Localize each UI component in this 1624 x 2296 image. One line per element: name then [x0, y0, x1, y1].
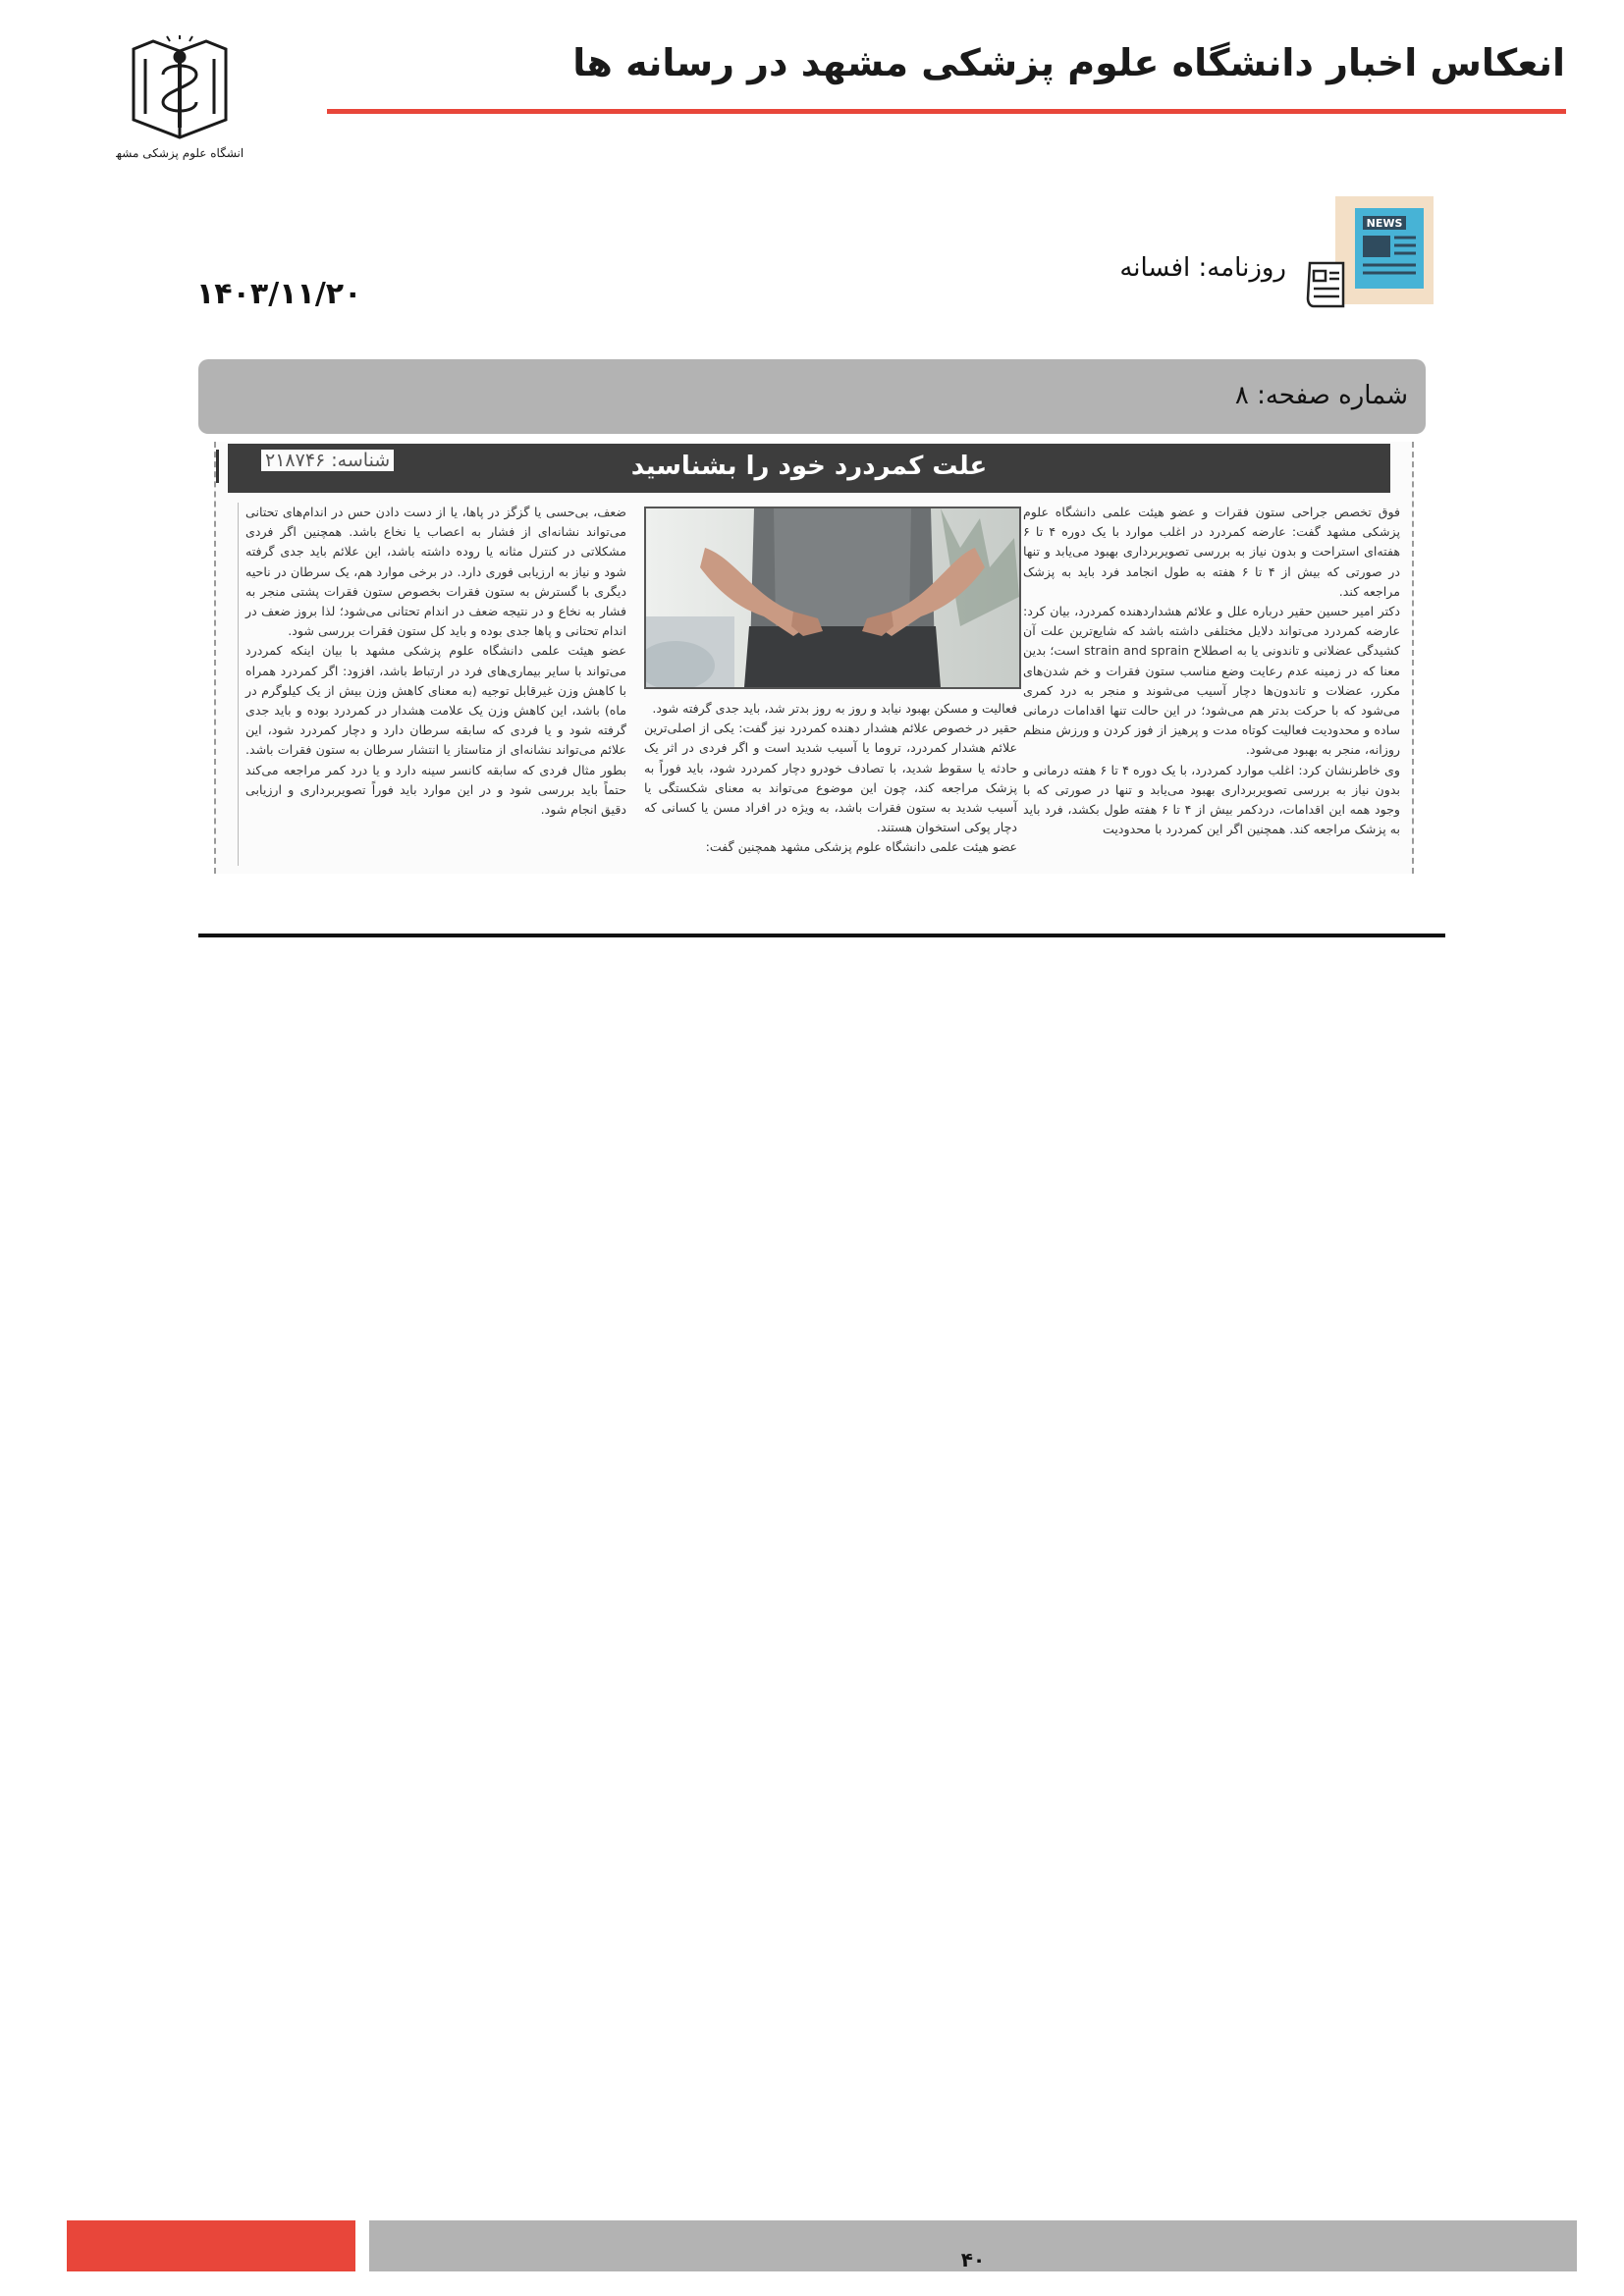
- article-column-right: [1023, 503, 1400, 839]
- paragraph: عضو هیئت علمی دانشگاه علوم پزشکی مشهد با بیان اینکه کمردرد می‌تواند با سایر بیماری‌های فرد در ارتباط باشد، افزود: اگر کمردرد همراه با کاهش وزن غیرقابل توجیه (به معنای کاهش وزن بیش از یک کیلوگرم در ماه) باشد، این کاهش وزن یک علامت هشدار در کمردرد بوده و باید جدی گرفته شود و یا فردی که سابقه سرطان دارد و دچار کمردرد شود، این علائم می‌تواند نشانه‌ای از متاستاز یا انتشار سرطان به ستون فقرات باشد. بطور مثال فردی که سابقه کانسر سینه دارد و یا درد کمر مراجعه می‌کند حتماً باید بررسی شود و در این موارد باید فوراً تصویربرداری و ارزیابی دقیق انجام شود.: [245, 643, 626, 818]
- newspaper-name: روزنامه: افسانه: [1119, 253, 1286, 283]
- newspaper-clipping: [214, 442, 1414, 874]
- id-mark: [216, 450, 219, 483]
- page-number-bar: [198, 359, 1426, 434]
- paragraph: ضعف، بی‌حسی یا گزگز در پاها، یا از دست دادن حس در اندام‌های تحتانی می‌تواند نشانه‌ای از فشار به اعصاب یا نخاع باشد. همچنین اگر فردی مشکلاتی در کنترل مثانه یا روده داشته باشد، این علائم باید جدی گرفته شود و نیاز به ارزیابی فوری دارد. در برخی موارد هم، یک سرطان در ناحیه دیگری با گسترش به ستون فقرات بخصوص ستون فقرات پشتی منجر به فشار به نخاع و در نتیجه ضعف در اندام تحتانی می‌شود؛ لذا بروز ضعف در اندام تحتانی و پاها جدی بوده و باید کل ستون فقرات بررسی شود.: [245, 505, 626, 639]
- paragraph: حقیر در خصوص علائم هشدار دهنده کمردرد نیز گفت: یکی از اصلی‌ترین علائم هشدار کمردرد، تروما یا آسیب شدید است و اگر فردی در اثر یک حادثه یا سقوط شدید، با تصادف خودرو دچار کمردرد شود، باید فوراً به پزشک مراجعه کند، چون این موضوع می‌تواند به معنای شکستگی یا آسیب شدید به ستون فقرات باشد، به ویژه در افراد مسن یا کسانی که دچار پوکی استخوان هستند.: [644, 721, 1017, 835]
- footer-bar: [369, 2220, 1577, 2271]
- article-column-left: [245, 503, 626, 820]
- logo-caption: دانشگاه علوم پزشکی مشهد: [116, 146, 244, 160]
- clipping-bottom-rule: [198, 934, 1445, 937]
- document-title: انعکاس اخبار دانشگاه علوم پزشکی مشهد در رسانه ها: [572, 41, 1565, 84]
- headline-bar: [228, 444, 1390, 493]
- paragraph: دکتر امیر حسین حقیر درباره علل و علائم هشداردهنده کمردرد، بیان کرد: عارضه کمردرد می‌تواند دلایل مختلفی داشته باشد که شایع‌ترین علت آن کشیدگی عضلانی و تاندونی یا به اصطلاح strain and sprain است؛ بدین معنا که در زمینه عدم رعایت وضع مناسب ستون فقرات و خم شدن‌های مکرر، عضلات و تاندون‌ها دچار آسیب می‌شوند و منجر به درد کمری می‌شود که با حرکت بدتر هم می‌شود؛ در این حالت تنها اقدامات درمانی ساده و محدودیت فعالیت کوتاه مدت و پرهیز از فوز کردن و ورزش منظم روزانه، منجر به بهبود می‌شود.: [1023, 604, 1400, 758]
- paragraph: فوق تخصص جراحی ستون فقرات و عضو هیئت علمی دانشگاه علوم پزشکی مشهد گفت: عارضه کمردرد در اغلب موارد با یک دوره ۴ تا ۶ هفته‌ای استراحت و بدون نیاز به بررسی تصویربرداری بهبود می‌یابد و تنها در صورتی که بیش از ۴ تا ۶ هفته به طول انجامد فرد باید به پزشک مراجعه کند.: [1023, 505, 1400, 599]
- column-divider: [238, 503, 239, 866]
- article-headline: علت کمردرد خود را بشناسید: [630, 452, 988, 481]
- publication-date: ۱۴۰۳/۱۱/۲۰: [196, 277, 362, 311]
- university-logo: [116, 35, 244, 163]
- footer-accent-block: [67, 2220, 355, 2271]
- newspaper-icon: [1306, 196, 1434, 309]
- page-number-label: شماره صفحه: ۸: [1234, 381, 1408, 410]
- article-column-middle: [644, 699, 1017, 858]
- paragraph: عضو هیئت علمی دانشگاه علوم پزشکی مشهد همچنین گفت:: [705, 839, 1017, 855]
- header-rule: [327, 109, 1566, 114]
- paragraph: وی خاطرنشان کرد: اغلب موارد کمردرد، با یک دوره ۴ تا ۶ هفته درمانی و بدون نیاز به بررسی تصویربرداری بهبود می‌یابد و تنها در صورتی که با وجود همه این اقدامات، دردکمر بیش از ۴ تا ۶ هفته طول بکشد، فرد باید به پزشک مراجعه کند. همچنین اگر این کمردرد با محدودیت: [1023, 762, 1400, 837]
- article-id: شناسه: ۲۱۸۷۴۶: [261, 450, 394, 471]
- footer-page-number: ۴۰: [960, 2248, 986, 2271]
- article-photo: [644, 507, 1021, 689]
- paragraph: فعالیت و مسکن بهبود نیابد و روز به روز بدتر شد، باید جدی گرفته شود.: [652, 701, 1017, 716]
- news-icon-text: NEWS: [1366, 217, 1403, 230]
